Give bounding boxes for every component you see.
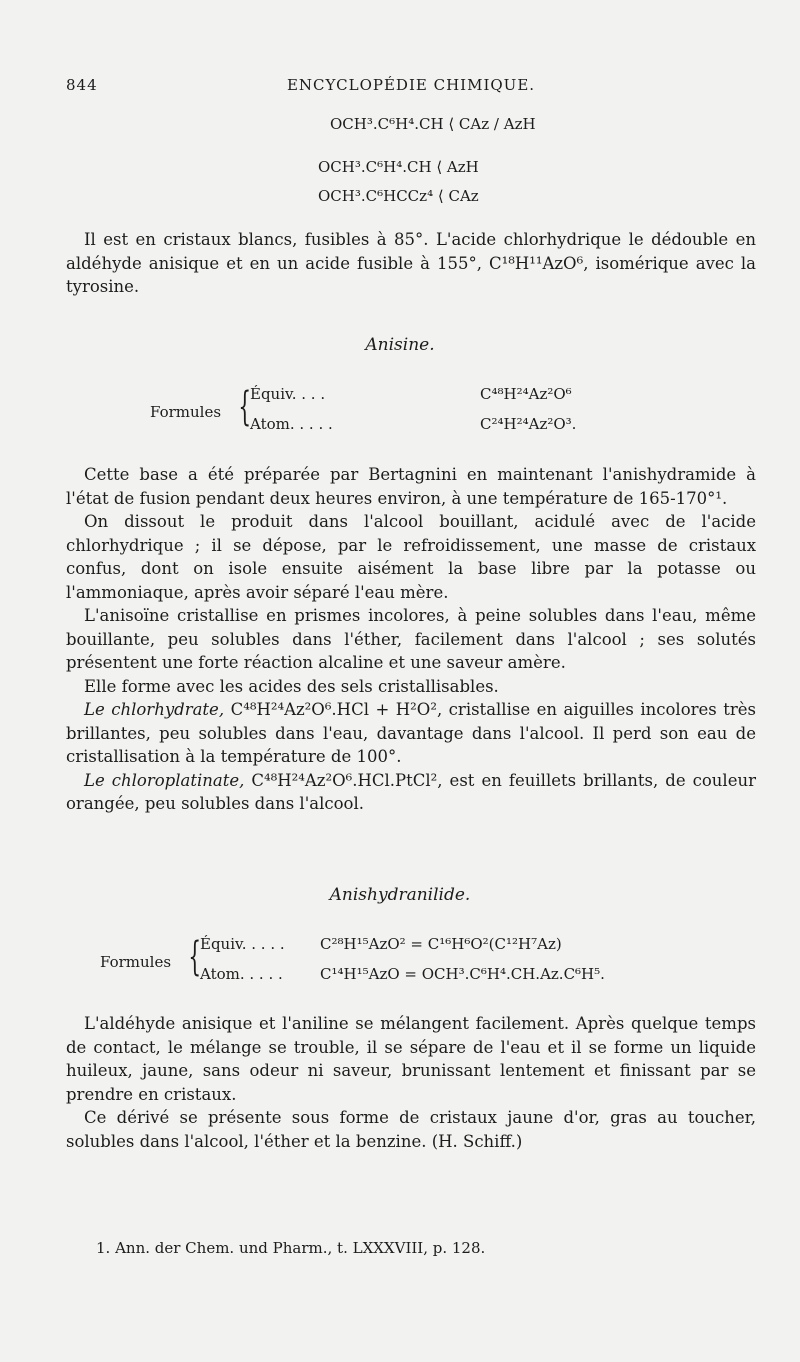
chlorhydrate-label: Le chlorhydrate, bbox=[84, 700, 225, 719]
anilide-text bbox=[66, 1012, 756, 1153]
section-title-anisine: Anisine. bbox=[365, 335, 435, 355]
chloroplatinate-label: Le chloroplatinate, bbox=[84, 770, 245, 790]
formules-label: Formules bbox=[150, 403, 222, 421]
formula-line-2: OCH³.C⁶H⁴.CH ⟨ AzH bbox=[318, 158, 479, 176]
paragraph: Cette base a été préparée par Bertagnini en maintenant l'anishydramide à l'état de fusion pendant deux heures environ, à une température de 165-170°¹. bbox=[66, 465, 756, 508]
atom-label: Atom. . . . . bbox=[200, 965, 283, 983]
equiv-label: Équiv. . . . . bbox=[200, 935, 285, 953]
paragraph: L'aldéhyde anisique et l'aniline se mélangent facilement. Après quelque temps de contact, le mélange se trouble, il se sépare de l'eau et il se forme un liquide huileux, jaune, sans odeur ni saveur, brunissant lentement et finissant par se prendre en cristaux. bbox=[66, 1014, 756, 1104]
brace-icon: { bbox=[188, 934, 202, 980]
chlorhydrate-text: C⁴⁸H²⁴Az²O⁶.HCl + H²O², cristallise en aiguilles incolores très brillantes, peu solubles dans l'eau, davantage dans l'alcool. Il perd son eau de cristallisation à la température de 100°. bbox=[66, 700, 757, 766]
anisine-text bbox=[66, 463, 756, 816]
brace-icon: { bbox=[238, 384, 252, 430]
atom-value: C¹⁴H¹⁵AzO = OCH³.C⁶H⁴.CH.Az.C⁶H⁵. bbox=[320, 965, 605, 983]
section-title-anishydranilide: Anishydranilide. bbox=[329, 885, 471, 905]
footnote: 1. Ann. der Chem. und Pharm., t. LXXXVIII, p. 128. bbox=[96, 1239, 486, 1257]
paragraph: Ce dérivé se présente sous forme de cristaux jaune d'or, gras au toucher, solubles dans l'alcool, l'éther et la benzine. (H. Schiff.) bbox=[66, 1108, 756, 1151]
anisine-formulas bbox=[150, 385, 750, 445]
equiv-value: C⁴⁸H²⁴Az²O⁶ bbox=[480, 385, 572, 403]
equiv-label: Équiv. . . . bbox=[250, 385, 326, 403]
formula-line-1: OCH³.C⁶H⁴.CH ⟨ CAz / AzH bbox=[330, 115, 536, 133]
formula-line-3: OCH³.C⁶HCCz⁴ ⟨ CAz bbox=[318, 187, 479, 205]
paragraph: Elle forme avec les acides des sels cristallisables. bbox=[84, 676, 499, 696]
atom-value: C²⁴H²⁴Az²O³. bbox=[480, 415, 577, 433]
running-title: ENCYCLOPÉDIE CHIMIQUE. bbox=[286, 76, 536, 94]
paragraph: L'anisoïne cristallise en prismes incolores, à peine solubles dans l'eau, même bouillante, peu solubles dans l'éther, facilement dans l'alcool ; ses solutés présentent une forte réaction alcaline et une saveur amère. bbox=[66, 606, 756, 672]
anilide-formulas bbox=[100, 935, 760, 995]
atom-label: Atom. . . . . bbox=[250, 415, 333, 433]
paragraph: On dissout le produit dans l'alcool bouillant, acidulé avec de l'acide chlorhydrique ; il se dépose, par le refroidissement, une masse de cristaux confus, dont on isole ensuite aisément la base libre par la potasse ou l'ammoniaque, après avoir séparé l'eau mère. bbox=[66, 512, 756, 602]
paragraph-intro bbox=[66, 228, 756, 299]
page-number: 844 bbox=[66, 76, 98, 94]
chlorhydrate-paragraph bbox=[66, 698, 756, 769]
chloroplatinate-text: C⁴⁸H²⁴Az²O⁶.HCl.PtCl², est en feuillets brillants, de couleur orangée, peu solubles dans l'alcool. bbox=[66, 770, 756, 813]
page-header bbox=[66, 76, 756, 98]
chloroplatinate-paragraph bbox=[66, 769, 756, 816]
formules-label: Formules bbox=[100, 953, 172, 971]
paragraph-text: Il est en cristaux blancs, fusibles à 85°. L'acide chlorhydrique le dédouble en aldéhyde anisique et en un acide fusible à 155°, C¹⁸H¹¹AzO⁶, isomérique avec la tyrosine. bbox=[66, 230, 756, 296]
equiv-value: C²⁸H¹⁵AzO² = C¹⁶H⁶O²(C¹²H⁷Az) bbox=[320, 935, 562, 953]
